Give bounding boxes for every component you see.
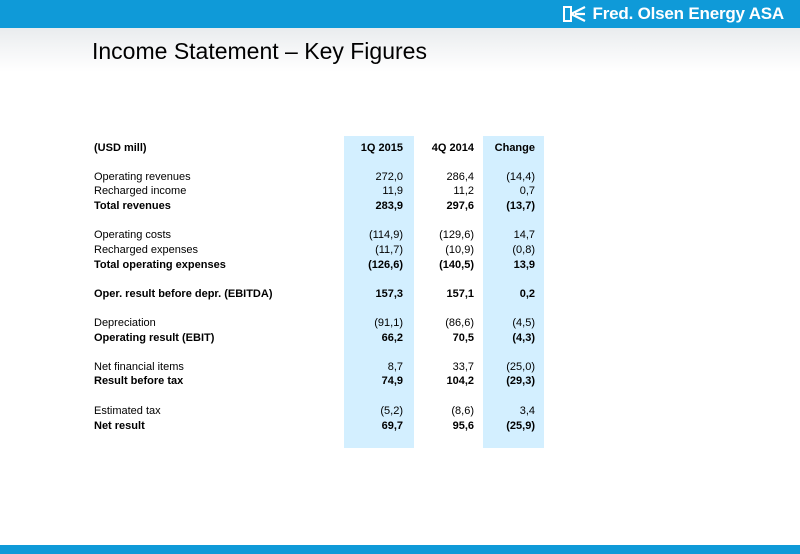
brand-name: Fred. Olsen Energy ASA — [592, 4, 784, 23]
row-value-4q2014: (86,6) — [445, 317, 474, 329]
table-row — [0, 184, 800, 199]
row-label: Operating costs — [94, 229, 172, 241]
row-label: Result before tax — [94, 375, 184, 387]
header-bar — [0, 0, 800, 28]
row-value-4q2014: 33,7 — [452, 361, 474, 373]
row-value-change: 14,7 — [513, 229, 535, 241]
table-row-ebitda — [0, 287, 800, 302]
row-value-1q2015: (114,9) — [368, 229, 403, 241]
row-value-change: 13,9 — [513, 259, 535, 271]
row-value-1q2015: (91,1) — [374, 317, 403, 329]
row-label: Depreciation — [94, 317, 156, 329]
table-header-row — [0, 141, 800, 156]
row-value-1q2015: (11,7) — [375, 244, 403, 256]
row-value-1q2015: 69,7 — [381, 420, 403, 432]
table-row-net-result — [0, 419, 800, 434]
row-value-4q2014: 11,2 — [453, 185, 474, 197]
row-value-change: 0,2 — [519, 288, 535, 300]
table-row-total — [0, 258, 800, 273]
fred-olsen-logo-icon — [563, 6, 587, 22]
row-value-1q2015: 8,7 — [387, 361, 403, 373]
row-value-4q2014: 157,1 — [446, 288, 474, 300]
table-row-total — [0, 199, 800, 214]
row-value-1q2015: 272,0 — [375, 171, 403, 183]
footer-bar — [0, 545, 800, 554]
row-value-4q2014: 70,5 — [452, 332, 474, 344]
row-label: Oper. result before depr. (EBITDA) — [94, 288, 273, 300]
row-value-change: (0,8) — [512, 244, 535, 256]
brand — [563, 4, 784, 24]
row-value-1q2015: (126,6) — [368, 259, 403, 271]
row-value-change: 0,7 — [519, 185, 535, 197]
row-label: Net result — [94, 420, 145, 432]
row-label: Operating result (EBIT) — [94, 332, 215, 344]
row-value-change: (25,0) — [506, 361, 535, 373]
row-value-change: (4,3) — [512, 332, 535, 344]
row-value-4q2014: (140,5) — [439, 259, 474, 271]
header-col-1q2015: 1Q 2015 — [360, 142, 403, 154]
row-value-change: (13,7) — [506, 200, 535, 212]
row-value-1q2015: 11,9 — [382, 185, 403, 197]
table-row — [0, 316, 800, 331]
row-value-change: (29,3) — [506, 375, 535, 387]
row-label: Operating revenues — [94, 171, 191, 183]
row-label: Recharged income — [94, 185, 187, 197]
table-row-result-before-tax — [0, 374, 800, 389]
header-col-change: Change — [494, 142, 535, 154]
table-row — [0, 243, 800, 258]
table-row — [0, 228, 800, 243]
table-row-ebit — [0, 331, 800, 346]
row-value-4q2014: 104,2 — [446, 375, 474, 387]
table-row — [0, 170, 800, 185]
row-value-1q2015: 74,9 — [381, 375, 403, 387]
row-value-change: 3,4 — [519, 405, 535, 417]
row-value-1q2015: 66,2 — [381, 332, 403, 344]
row-value-4q2014: 95,6 — [452, 420, 474, 432]
row-value-4q2014: 286,4 — [446, 171, 474, 183]
header-col-4q2014: 4Q 2014 — [431, 142, 474, 154]
table-row — [0, 404, 800, 419]
row-value-1q2015: 283,9 — [375, 200, 403, 212]
row-label: Total operating expenses — [94, 259, 226, 271]
header-unit: (USD mill) — [94, 142, 147, 154]
row-label: Net financial items — [94, 361, 184, 373]
row-value-1q2015: 157,3 — [375, 288, 403, 300]
row-value-change: (25,9) — [506, 420, 535, 432]
row-value-change: (4,5) — [512, 317, 535, 329]
table-row — [0, 360, 800, 375]
row-value-4q2014: (10,9) — [445, 244, 474, 256]
row-value-4q2014: (129,6) — [439, 229, 474, 241]
row-label: Estimated tax — [94, 405, 161, 417]
row-label: Recharged expenses — [94, 244, 198, 256]
row-value-change: (14,4) — [506, 171, 535, 183]
row-label: Total revenues — [94, 200, 171, 212]
page-title: Income Statement – Key Figures — [92, 38, 427, 64]
row-value-1q2015: (5,2) — [380, 405, 403, 417]
row-value-4q2014: 297,6 — [446, 200, 474, 212]
row-value-4q2014: (8,6) — [451, 405, 474, 417]
